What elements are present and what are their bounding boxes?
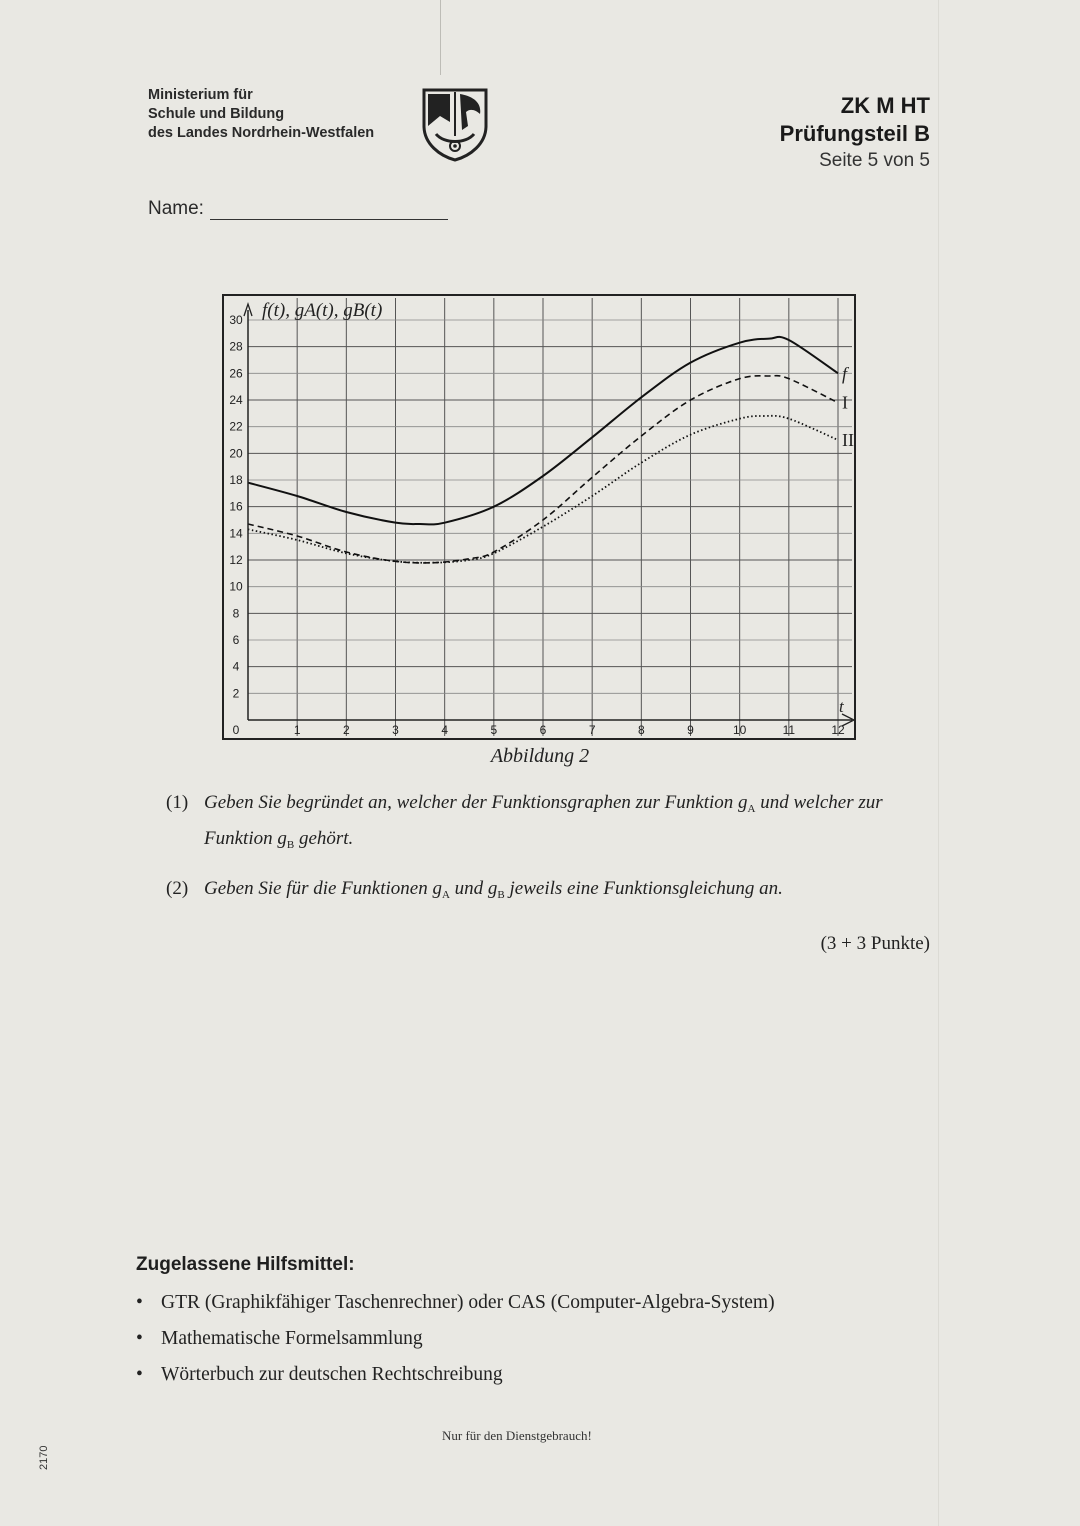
exam-code: ZK M HT xyxy=(840,93,930,118)
y-tick-label: 30 xyxy=(229,313,243,327)
y-tick-label: 22 xyxy=(229,419,243,434)
aids-item: • GTR (Graphikfähiger Taschenrechner) oder CAS (Computer-Algebra-System) xyxy=(136,1292,775,1313)
x-tick-label: 10 xyxy=(732,723,747,737)
task-text: Geben Sie für die Funktionen $g_A$ und $g_B$ jeweils eine Funktionsgleichung an. xyxy=(204,878,783,901)
x-tick-label: 12 xyxy=(831,723,845,737)
ministry-line: Schule und Bildung xyxy=(148,106,285,122)
task-number: (1) xyxy=(166,792,189,813)
exam-header xyxy=(780,92,930,174)
function-chart xyxy=(220,292,860,744)
y-tick-labels xyxy=(229,313,243,700)
function-symbol-ga: $g_A$ xyxy=(738,792,756,815)
y-tick-label: 2 xyxy=(232,686,240,701)
y-axis-label: f(t), gA(t), gB(t) xyxy=(262,300,383,321)
task-text: Geben Sie begründet an, welcher der Funktionsgraphen zur Funktion $g_A$ und welcher zur Funktion $g_B$ gehört. xyxy=(204,792,883,851)
aids-item: • Mathematische Formelsammlung xyxy=(136,1328,423,1349)
y-tick-label: 28 xyxy=(229,339,243,354)
y-tick-label: 24 xyxy=(229,393,243,407)
side-code: 2170 xyxy=(38,1445,50,1470)
x-tick-label: 6 xyxy=(539,723,547,737)
fold-line xyxy=(440,0,441,75)
y-tick-label: 6 xyxy=(232,633,240,647)
function-symbol-gb: $g_B$ xyxy=(277,828,295,851)
task-number: (2) xyxy=(166,878,189,899)
y-tick-label: 12 xyxy=(229,553,243,567)
series-label-II: II xyxy=(842,430,854,450)
task-2 xyxy=(166,874,936,910)
y-tick-label: 16 xyxy=(229,499,243,514)
ministry-line: Ministerium für xyxy=(148,87,253,103)
x-tick-label: 0 xyxy=(232,723,240,737)
aids-title: Zugelassene Hilfsmittel: xyxy=(136,1254,355,1275)
x-tick-label: 4 xyxy=(441,723,449,737)
bullet-icon: • xyxy=(136,1328,143,1349)
x-tick-label: 9 xyxy=(687,723,694,737)
x-tick-label: 3 xyxy=(392,723,399,737)
series-label-f: f xyxy=(842,363,848,384)
ministry-block xyxy=(148,86,374,143)
name-label: Name: xyxy=(148,198,204,219)
x-tick-labels xyxy=(233,723,845,737)
y-tick-label: 14 xyxy=(229,526,243,541)
ministry-line: des Landes Nordrhein-Westfalen xyxy=(148,125,375,141)
x-tick-label: 7 xyxy=(588,723,596,737)
y-tick-label: 10 xyxy=(229,579,243,594)
chart-grid xyxy=(248,298,852,736)
y-tick-label: 20 xyxy=(229,446,243,461)
name-input-line[interactable] xyxy=(210,199,448,220)
points-note: (3 + 3 Punkte) xyxy=(820,933,930,954)
service-note: Nur für den Dienstgebrauch! xyxy=(442,1428,592,1443)
page-edge xyxy=(938,0,939,1526)
x-tick-label: 5 xyxy=(490,723,498,737)
coat-of-arms-icon xyxy=(420,86,490,162)
y-tick-label: 8 xyxy=(232,606,240,621)
aids-list xyxy=(136,1292,775,1400)
exam-part: Prüfungsteil B xyxy=(779,121,930,146)
y-tick-label: 18 xyxy=(229,473,243,487)
series-label-I: I xyxy=(842,392,848,413)
page-info: Seite 5 von 5 xyxy=(819,150,930,171)
task-1 xyxy=(166,788,936,860)
figure-caption: Abbildung 2 xyxy=(490,745,590,767)
bullet-icon: • xyxy=(136,1364,143,1385)
x-tick-label: 8 xyxy=(637,723,645,737)
y-tick-label: 4 xyxy=(232,659,240,674)
x-axis-label: t xyxy=(839,697,844,716)
series-labels xyxy=(842,363,854,450)
function-symbol-gb: $g_B$ xyxy=(487,878,505,901)
y-tick-label: 26 xyxy=(229,366,243,381)
function-symbol-ga: $g_A$ xyxy=(432,878,450,901)
x-tick-label: 2 xyxy=(342,723,350,737)
bullet-icon: • xyxy=(136,1292,143,1313)
x-tick-label: 11 xyxy=(782,723,796,737)
aids-item: • Wörterbuch zur deutschen Rechtschreibung xyxy=(136,1364,503,1385)
x-tick-label: 1 xyxy=(293,723,301,737)
name-field xyxy=(148,198,448,220)
